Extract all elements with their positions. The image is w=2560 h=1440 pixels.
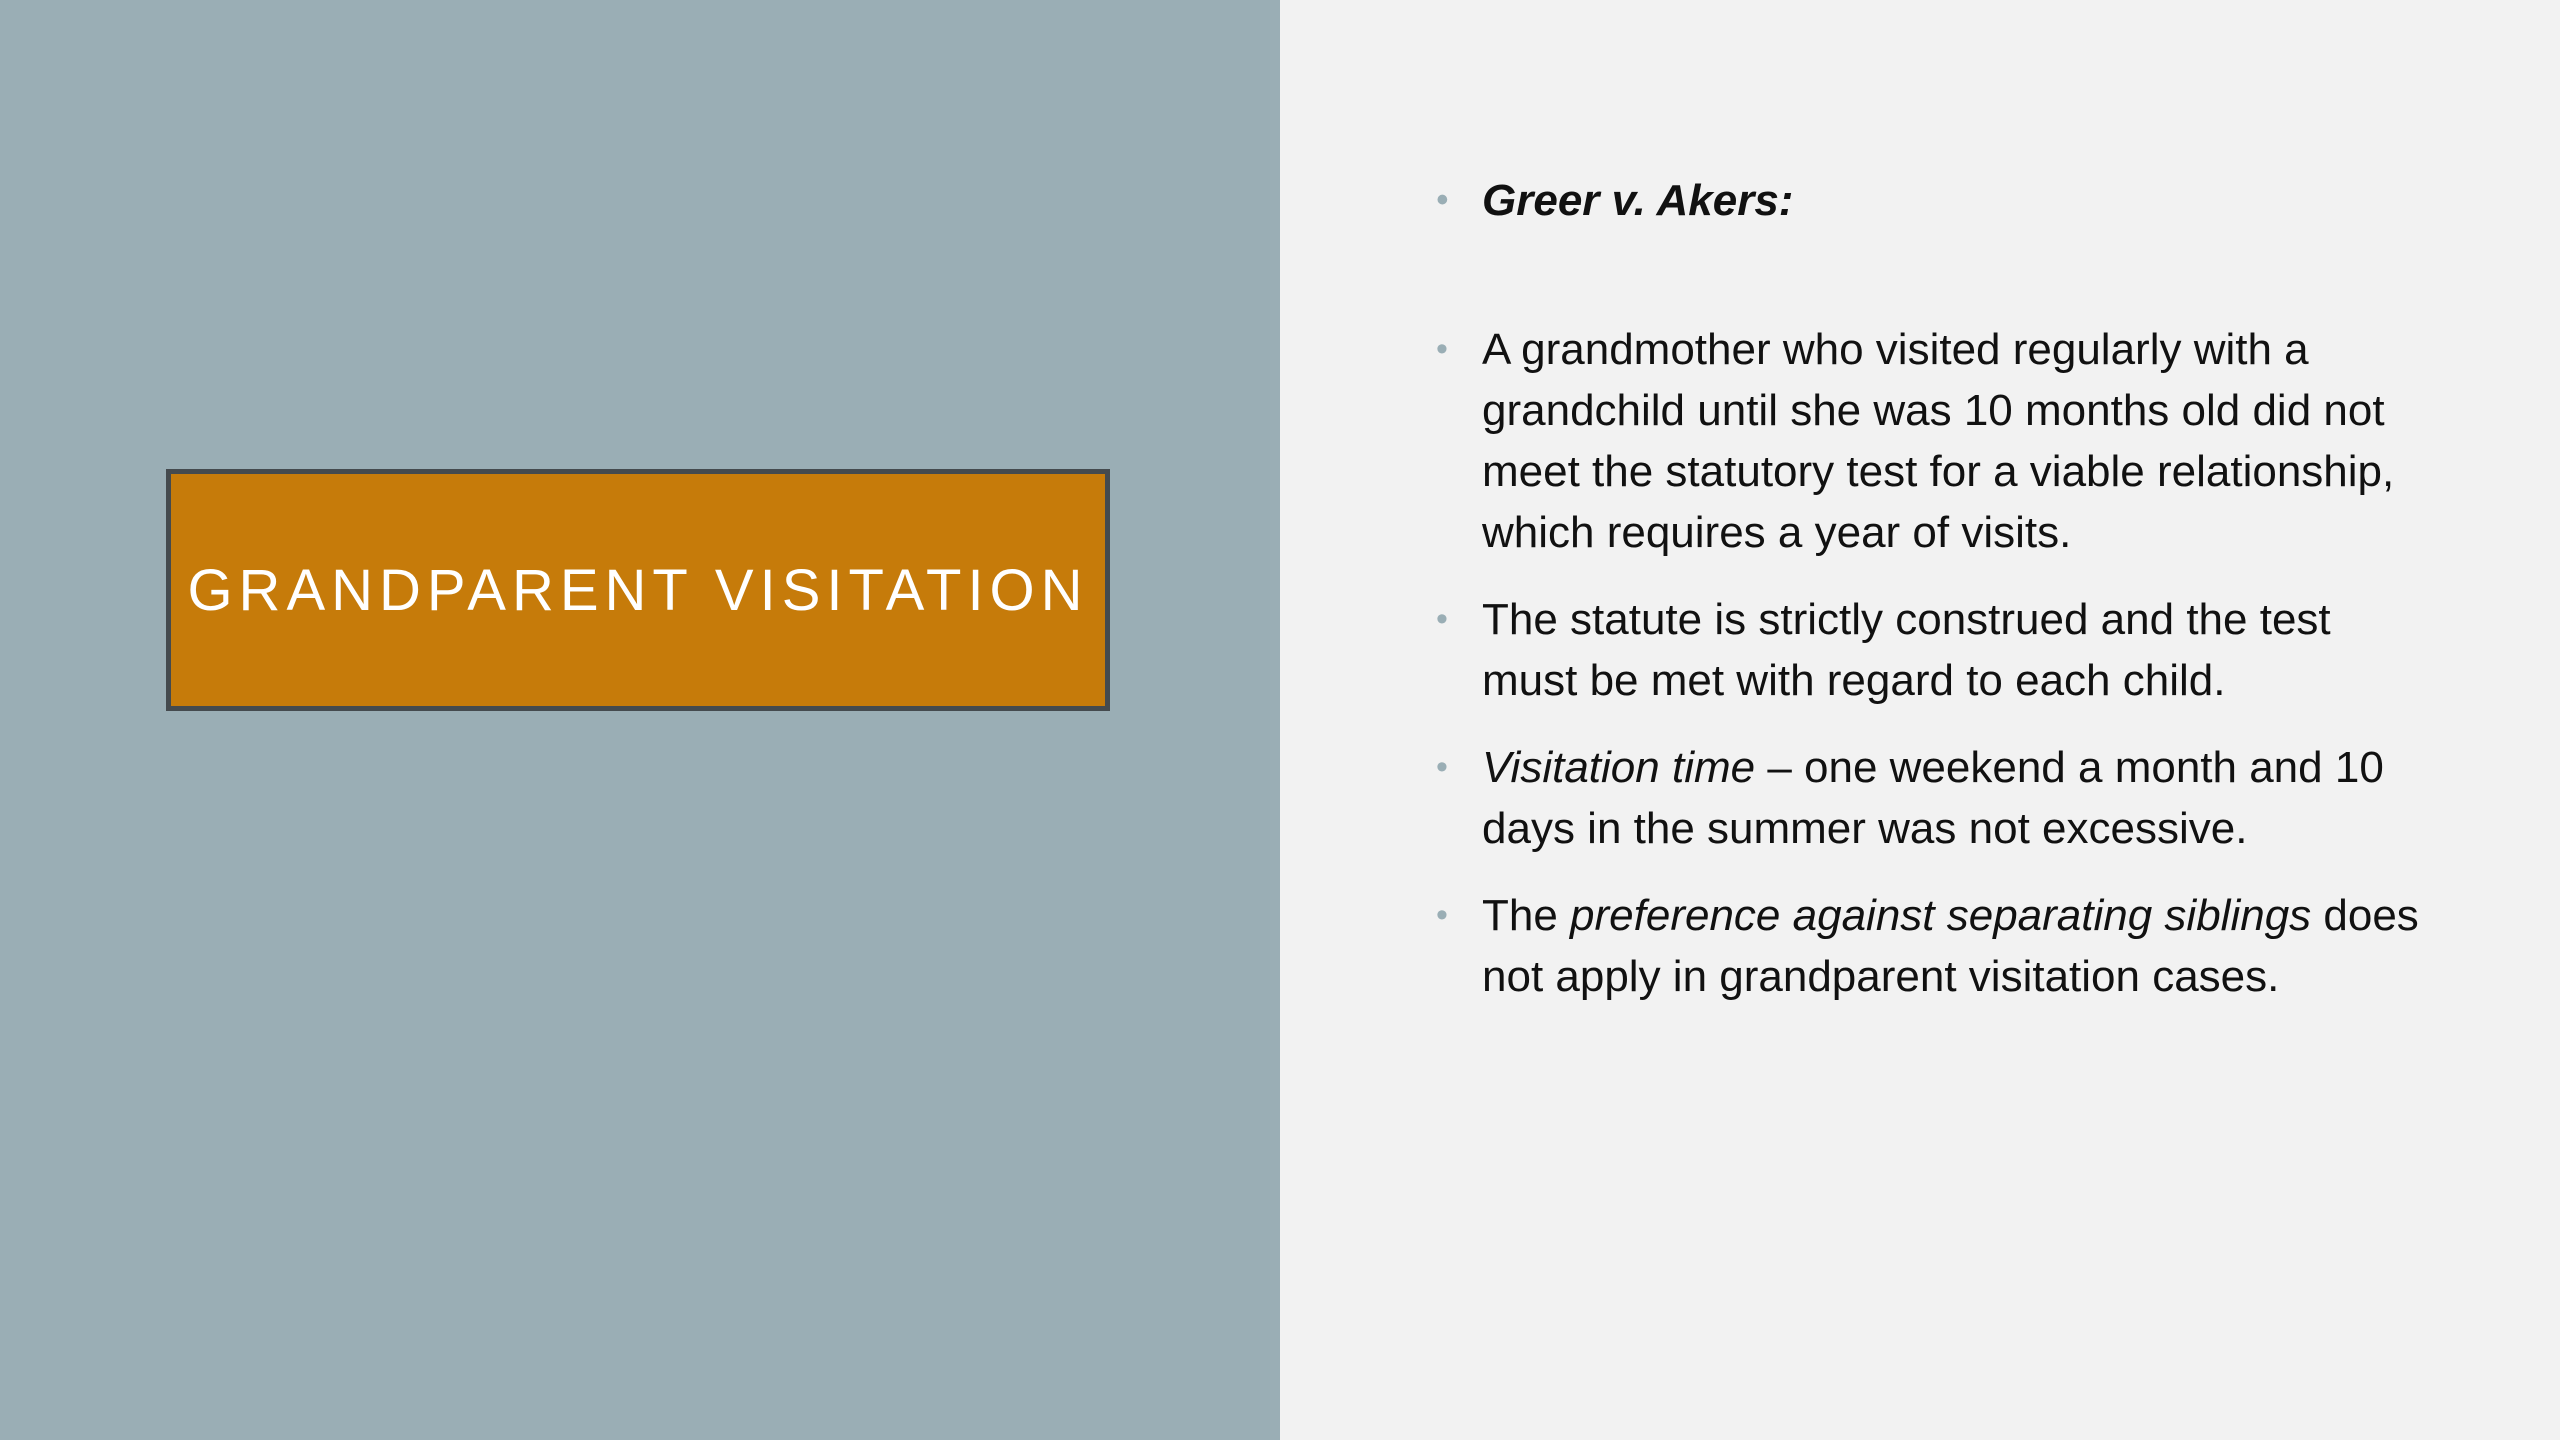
bullet-text: The statute is strictly construed and the test must be met with regard to each child. bbox=[1482, 595, 2331, 705]
bullet-case-name bbox=[1432, 170, 2432, 231]
bullet-text: A grandmother who visited regularly with a grandchild until she was 10 months old did not meet the statutory test for a viable relationship, which requires a year of visits. bbox=[1482, 325, 2395, 557]
bullet-item bbox=[1432, 589, 2432, 711]
bullet-italic-text: Visitation time bbox=[1482, 743, 1756, 792]
bullet-text: The bbox=[1482, 891, 1571, 940]
title-box bbox=[166, 469, 1110, 711]
bullet-icon: • bbox=[1436, 748, 1448, 786]
bullet-icon: • bbox=[1436, 330, 1448, 368]
bullet-text: Greer v. Akers: bbox=[1482, 176, 1794, 225]
bullet-item bbox=[1432, 737, 2432, 859]
bullet-icon: • bbox=[1436, 896, 1448, 934]
slide-title: GRANDPARENT VISITATION bbox=[187, 557, 1089, 623]
bullet-icon: • bbox=[1436, 600, 1448, 638]
bullet-item bbox=[1432, 885, 2432, 1007]
bullet-text: does not apply in grandparent visitation cases. bbox=[1482, 891, 2419, 1001]
bullet-icon: • bbox=[1436, 181, 1448, 219]
bullet-list bbox=[1432, 170, 2432, 1033]
bullet-text: – one weekend a month and 10 days in the summer was not excessive. bbox=[1482, 743, 2384, 853]
bullet-item bbox=[1432, 319, 2432, 563]
bullet-italic-text: preference against separating siblings bbox=[1570, 891, 2312, 940]
